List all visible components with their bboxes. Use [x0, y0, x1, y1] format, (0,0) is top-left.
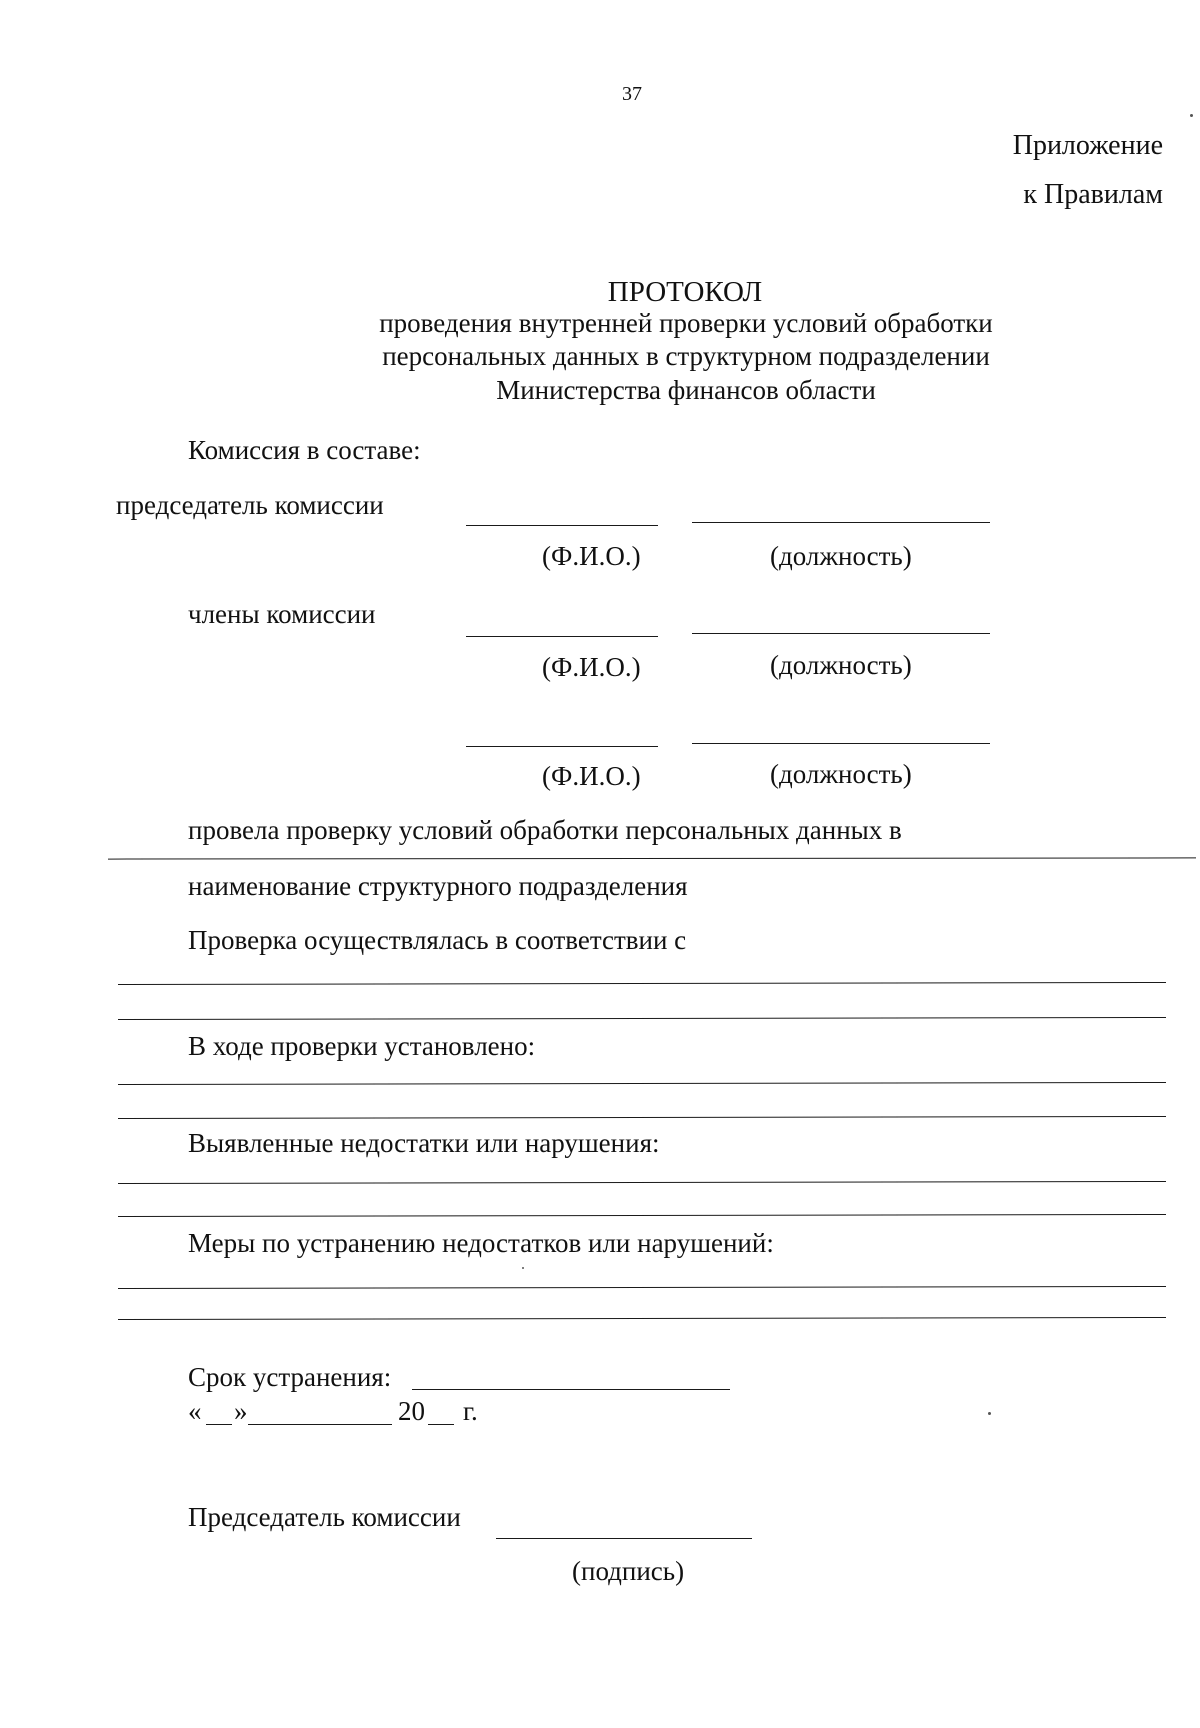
deadline-label: Срок устранения:	[188, 1362, 392, 1392]
document-title: ПРОТОКОЛ	[607, 276, 763, 308]
findings-text: В ходе проверки установлено:	[188, 1031, 536, 1061]
basis-line-1	[118, 982, 1166, 985]
chairman-fio-line	[466, 525, 658, 526]
page-number: 37	[622, 83, 642, 105]
findings-line-1	[118, 1082, 1166, 1085]
document-subtitle-line-1: проведения внутренней проверки условий обработки	[379, 308, 993, 338]
unit-name-line	[108, 857, 1196, 859]
date-year-prefix: 20	[398, 1396, 425, 1426]
scan-speck	[988, 1412, 991, 1415]
chairman-fio-caption: (Ф.И.О.)	[542, 541, 641, 571]
chairman-position-caption: (должность)	[770, 541, 912, 571]
scan-speck	[1190, 114, 1193, 117]
member1-position-line	[692, 633, 990, 634]
signature-label: Председатель комиссии	[188, 1502, 461, 1532]
basis-line-2	[118, 1017, 1166, 1020]
member2-fio-caption: (Ф.И.О.)	[542, 761, 641, 791]
appendix-line-2: к Правилам	[1023, 179, 1163, 210]
date-year-line	[428, 1424, 454, 1425]
signature-line	[496, 1538, 752, 1539]
date-month-line	[248, 1424, 392, 1425]
member2-position-caption: (должность)	[770, 759, 912, 789]
measures-line-2	[118, 1317, 1166, 1320]
date-year-suffix: г.	[463, 1396, 478, 1426]
appendix-line-1: Приложение	[1012, 130, 1163, 161]
chairman-label: председатель комиссии	[116, 490, 384, 520]
date-day-line	[206, 1424, 232, 1425]
violations-line-2	[118, 1214, 1166, 1217]
chairman-position-line	[692, 522, 990, 523]
members-label: члены комиссии	[188, 599, 376, 629]
unit-name-caption: наименование структурного подразделения	[188, 871, 688, 901]
basis-text: Проверка осуществлялась в соответствии с	[188, 925, 687, 955]
measures-line-1	[118, 1286, 1166, 1289]
violations-line-1	[118, 1181, 1166, 1184]
date-quote-open: «	[188, 1396, 202, 1426]
date-quote-close: »	[234, 1396, 248, 1426]
member1-position-caption: (должность)	[770, 650, 912, 680]
member1-fio-caption: (Ф.И.О.)	[542, 652, 641, 682]
commission-intro: Комиссия в составе:	[188, 435, 421, 465]
deadline-line	[412, 1389, 730, 1390]
measures-text: Меры по устранению недостатков или нарушений:	[188, 1228, 774, 1258]
check-performed-text: провела проверку условий обработки персональных данных в	[188, 815, 902, 845]
document-subtitle-line-3: Министерства финансов области	[496, 375, 876, 405]
document-subtitle-line-2: персональных данных в структурном подразделении	[382, 341, 990, 371]
scan-speck	[522, 1267, 524, 1269]
member2-position-line	[692, 743, 990, 744]
member2-fio-line	[466, 746, 658, 747]
signature-caption: (подпись)	[572, 1556, 685, 1586]
findings-line-2	[118, 1116, 1166, 1119]
member1-fio-line	[466, 636, 658, 637]
violations-text: Выявленные недостатки или нарушения:	[188, 1128, 660, 1158]
